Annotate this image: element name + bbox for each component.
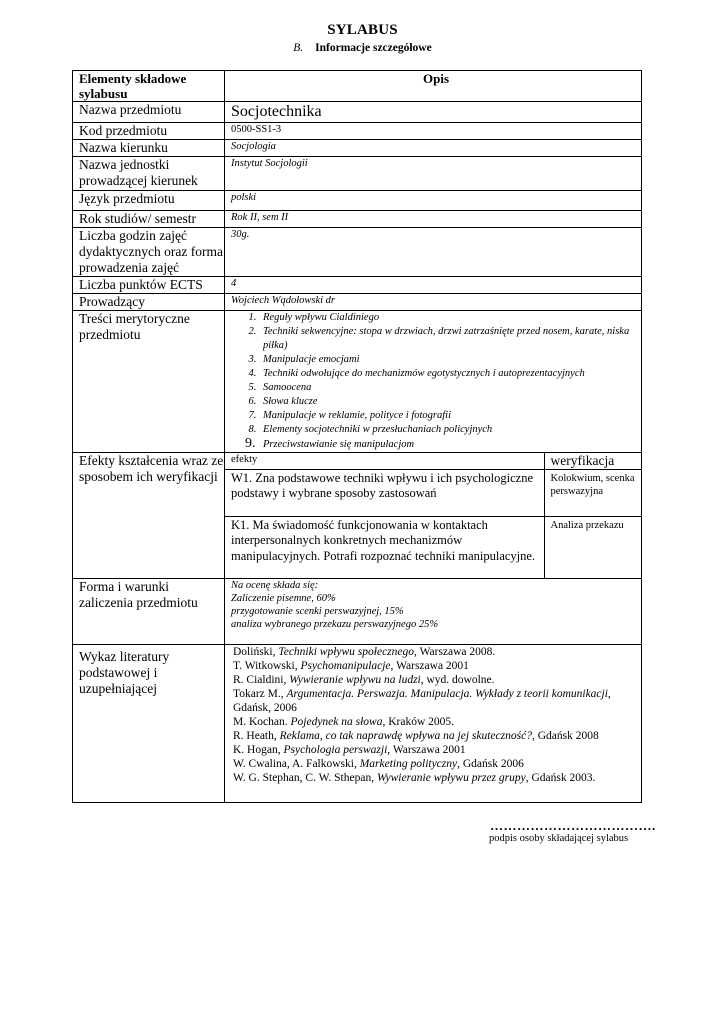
list-item: Tokarz M., Argumentacja. Perswazja. Manipulacja. Wykłady z teorii komunikacji, Gdańsk, 2006 (233, 688, 611, 714)
row-godziny (73, 228, 642, 277)
list-item: 1. Reguły wpływu Cialdiniego (259, 311, 641, 325)
row-jezyk (73, 191, 642, 211)
label-kod-przedmiotu: Kod przedmiotu (73, 123, 225, 140)
list-item: 4. Techniki odwołujące do mechanizmów egotystycznych i autoprezentacyjnych (259, 367, 641, 381)
list-item: M. Kochan. Pojedynek na słowa, Kraków 2005. (233, 716, 455, 728)
row-ects (73, 277, 642, 294)
list-item: K. Hogan, Psychologia perswazji, Warszawa 2001 (233, 744, 466, 756)
value-jednostka: Instytut Socjologii (225, 157, 642, 191)
row-nazwa-przedmiotu (73, 102, 642, 123)
row-tresci (73, 311, 642, 453)
row-efekty (73, 453, 642, 579)
value-ects: 4 (225, 277, 642, 294)
list-item: 3. Manipulacje emocjami (259, 353, 641, 367)
list-item: 8. Elementy socjotechniki w przesłuchaniach policyjnych (259, 423, 641, 437)
label-jezyk: Język przedmiotu (73, 191, 225, 211)
row-kod-przedmiotu (73, 123, 642, 140)
label-rok: Rok studiów/ semestr (73, 211, 225, 228)
list-item: 5. Samoocena (259, 381, 641, 395)
row-rok (73, 211, 642, 228)
list-item: R. Heath, Reklama, co tak naprawdę wpływa na jej skuteczność?, Gdańsk 2008 (233, 730, 599, 742)
list-item: T. Witkowski, Psychomanipulacje, Warszawa 2001 (233, 660, 469, 672)
label-ects: Liczba punktów ECTS (73, 277, 225, 294)
efekty-col-header: efekty (231, 454, 258, 465)
label-prowadzacy: Prowadzący (73, 294, 225, 311)
value-efekty (225, 453, 642, 579)
table-row (225, 469, 641, 516)
label-efekty: Efekty kształcenia wraz ze sposobem ich weryfikacji (73, 453, 225, 579)
section-letter: B. (293, 42, 304, 54)
row-forma (73, 579, 642, 645)
label-nazwa-kierunku: Nazwa kierunku (73, 140, 225, 157)
value-kod-przedmiotu: 0500-SS1-3 (225, 123, 642, 140)
section-title: Informacje szczegółowe (315, 42, 432, 54)
list-item: 2. Techniki sekwencyjne: stopa w drzwiach, drzwi zatrzaśnięte przed nosem, karate, niska piłka) (259, 325, 641, 353)
row-prowadzacy (73, 294, 642, 311)
forma-line: analiza wybranego przekazu perswazyjnego 25% (231, 619, 439, 630)
list-item: W. Cwalina, A. Falkowski, Marketing polityczny, Gdańsk 2006 (233, 758, 524, 770)
row-literatura (73, 645, 642, 803)
value-rok: Rok II, sem II (225, 211, 642, 228)
page-title: SYLABUS (327, 22, 398, 38)
value-literatura (225, 645, 642, 803)
signature-dots: ………………………………. (490, 818, 656, 833)
list-item: Doliński, Techniki wpływu społecznego, Warszawa 2008. (233, 646, 496, 658)
list-item: R. Cialdini, Wywieranie wpływu na ludzi, wyd. dowolne. (233, 674, 495, 686)
forma-line: przygotowanie scenki perswazyjnej, 15% (231, 606, 404, 617)
value-godziny: 30g. (225, 228, 642, 277)
header-elements: Elementy składowe sylabusu (73, 71, 225, 102)
list-item: 7. Manipulacje w reklamie, polityce i fotografii (259, 409, 641, 423)
value-nazwa-kierunku: Socjologia (225, 140, 642, 157)
section-heading (0, 42, 725, 54)
value-prowadzacy: Wojciech Wądołowski dr (225, 294, 642, 311)
table-header-row (73, 71, 642, 102)
weryfikacja-cell: Kolokwium, scenka perswazyjna (544, 469, 641, 516)
table-row (225, 516, 641, 578)
tresci-list (225, 311, 641, 452)
label-literatura: Wykaz literatury podstawowej i uzupełniającej (73, 645, 225, 803)
row-jednostka (73, 157, 642, 191)
forma-line: Zaliczenie pisemne, 60% (231, 593, 336, 604)
signature-label: podpis osoby składającej sylabus (489, 833, 629, 844)
value-tresci (225, 311, 642, 453)
efekty-table (225, 453, 641, 578)
label-godziny: Liczba godzin zajęć dydaktycznych oraz forma prowadzenia zajęć (73, 228, 225, 277)
efekt-cell: K1. Ma świadomość funkcjonowania w kontaktach interpersonalnych konkretnych mechanizmów manipulacyjnych. Potrafi rozpoznać techniki manipulacyjne. (225, 516, 544, 578)
syllabus-table (72, 70, 642, 803)
row-nazwa-kierunku (73, 140, 642, 157)
weryfikacja-col-header: weryfikacja (544, 453, 641, 469)
label-tresci: Treści merytoryczne przedmiotu (73, 311, 225, 453)
label-nazwa-przedmiotu: Nazwa przedmiotu (73, 102, 225, 123)
list-item: 9. Przeciwstawianie się manipulacjom (259, 437, 641, 452)
list-item: 6. Słowa klucze (259, 395, 641, 409)
list-item: W. G. Stephan, C. W. Sthepan, Wywieranie wpływu przez grupy, Gdańsk 2003. (233, 772, 596, 784)
value-nazwa-przedmiotu: Socjotechnika (225, 102, 642, 123)
efekt-cell: W1. Zna podstawowe techniki wpływu i ich psychologiczne podstawy i wybrane sposoby zastosowań (225, 469, 544, 516)
label-jednostka: Nazwa jednostki prowadzącej kierunek (73, 157, 225, 191)
label-forma: Forma i warunki zaliczenia przedmiotu (73, 579, 225, 645)
efekty-header-row (225, 453, 641, 469)
value-jezyk: polski (225, 191, 642, 211)
weryfikacja-cell: Analiza przekazu (544, 516, 641, 578)
value-forma (225, 579, 642, 645)
forma-line: Na ocenę składa się: (231, 580, 319, 591)
header-opis: Opis (225, 71, 642, 102)
